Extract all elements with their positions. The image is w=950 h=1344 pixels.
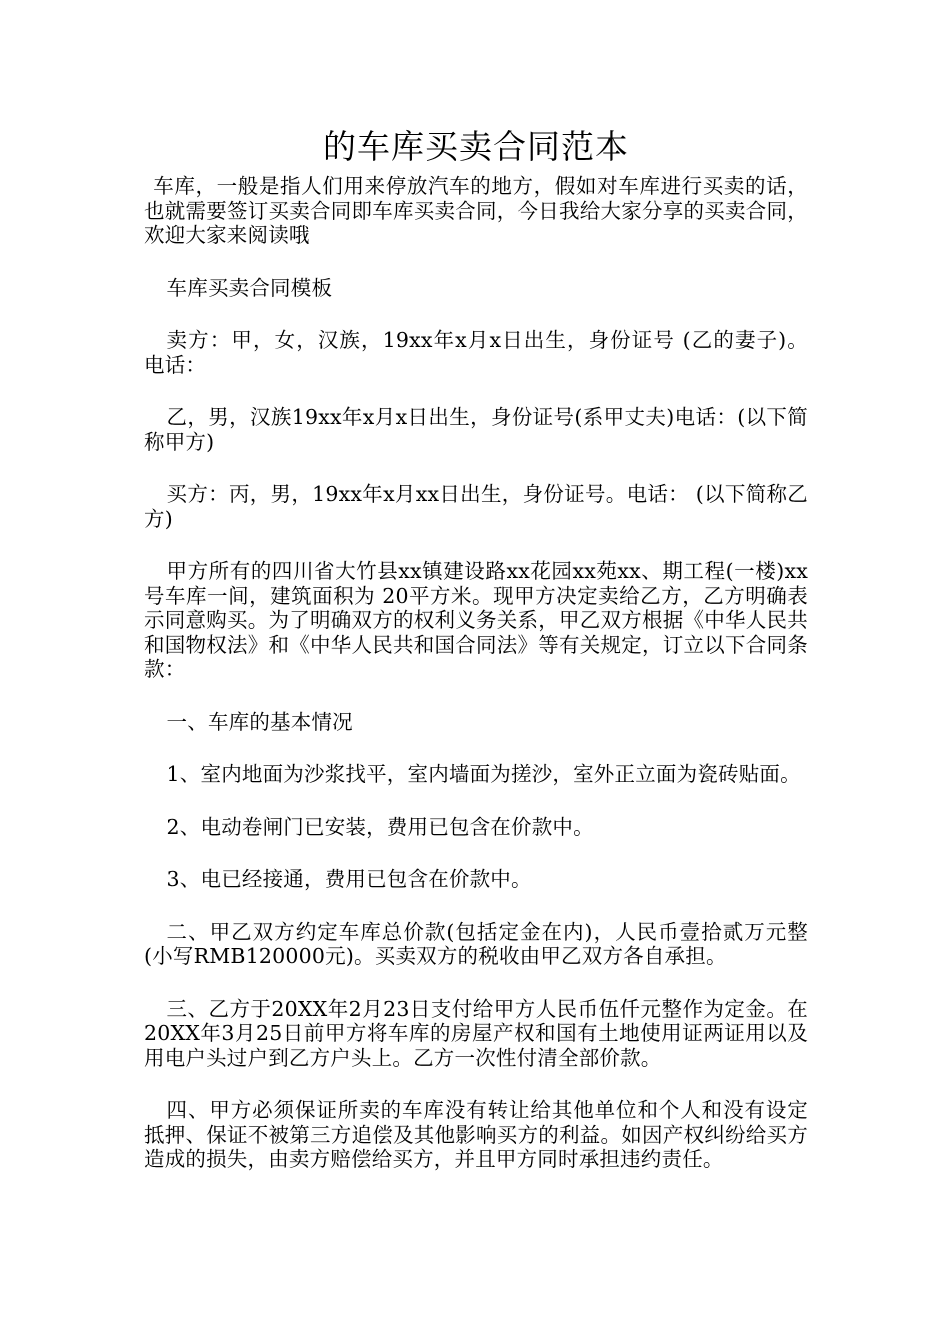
- document-title: 的车库买卖合同范本: [323, 127, 629, 166]
- clause-3-paragraph: 3、电已经接通，费用已包含在价款中。: [166, 867, 532, 891]
- payment-clause-paragraph: 三、乙方于20XX年2月23日支付给甲方人民币伍仟元整作为定金。在20XX年3月25日前甲方将车库的房屋产权和国有土地使用证两证用以及用电户头过户到乙方户头上。乙方一次性付清全部价款。: [144, 996, 808, 1070]
- intro-paragraph: 车库，一般是指人们用来停放汽车的地方，假如对车库进行买卖的话，也就需要签订买卖合同即车库买卖合同，今日我给大家分享的买卖合同，欢迎大家来阅读哦: [144, 174, 808, 247]
- clause-2-paragraph: 2、电动卷闸门已安装，费用已包含在价款中。: [166, 814, 594, 839]
- seller-spouse-paragraph: 乙，男，汉族19xx年x月x日出生，身份证号(系甲丈夫)电话：(以下简称甲方): [144, 405, 808, 454]
- section-heading-basic-info: 一、车库的基本情况: [166, 709, 353, 734]
- clause-1-paragraph: 1、室内地面为沙浆找平，室内墙面为搓沙，室外正立面为瓷砖贴面。: [166, 762, 801, 786]
- warranty-clause-paragraph: 四、甲方必须保证所卖的车库没有转让给其他单位和个人和没有设定抵押、保证不被第三方追偿及其他影响买方的利益。如因产权纠纷给买方造成的损失，由卖方赔偿给买方，并且甲方同时承担违约责任。: [144, 1098, 808, 1171]
- property-description-paragraph: 甲方所有的四川省大竹县xx镇建设路xx花园xx苑xx、期工程(一楼)xx号车库一间，建筑面积为 20平方米。现甲方决定卖给乙方，乙方明确表示同意购买。为了明确双方的权利义务关系，甲乙双方根据《中华人民共和国物权法》和《中华人民共和国合同法》等有关规定，订立以下合同条款：: [144, 559, 808, 681]
- buyer-info-paragraph: 买方：丙，男，19xx年x月xx日出生，身份证号。电话： (以下简称乙方): [144, 482, 808, 531]
- seller-info-paragraph: 卖方：甲，女，汉族，19xx年x月x日出生，身份证号 (乙的妻子)。 电话：: [144, 328, 808, 377]
- document-page: [144, 122, 808, 1200]
- section-heading-template: 车库买卖合同模板: [166, 275, 333, 300]
- price-clause-paragraph: 二、甲乙双方约定车库总价款(包括定金在内)，人民币壹拾贰万元整(小写RMB120000元)。买卖双方的税收由甲乙双方各自承担。: [144, 919, 808, 968]
